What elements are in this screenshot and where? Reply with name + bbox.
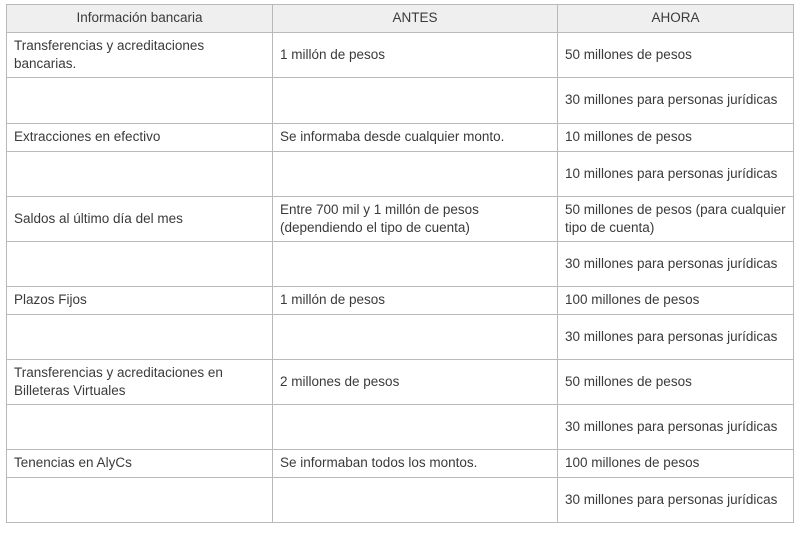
table-row: [7, 124, 794, 152]
table-cell: 30 millones para personas jurídicas: [558, 315, 794, 360]
table-cell: Saldos al último día del mes: [7, 197, 273, 242]
table-cell: 100 millones de pesos: [558, 287, 794, 315]
table-cell: 10 millones para personas jurídicas: [558, 152, 794, 197]
table-cell: 50 millones de pesos: [558, 360, 794, 405]
bank-info-table: [6, 4, 794, 523]
table-cell: 30 millones para personas jurídicas: [558, 78, 794, 124]
table-cell: Extracciones en efectivo: [7, 124, 273, 152]
table-cell: 100 millones de pesos: [558, 450, 794, 478]
table-cell: [7, 315, 273, 360]
header-informacion-bancaria: Información bancaria: [7, 5, 273, 33]
header-ahora: AHORA: [558, 5, 794, 33]
table-cell: [273, 405, 558, 450]
table-cell: 2 millones de pesos: [273, 360, 558, 405]
table-cell: 1 millón de pesos: [273, 33, 558, 78]
table-cell: 30 millones para personas jurídicas: [558, 405, 794, 450]
table-cell: [273, 152, 558, 197]
table-cell: Se informaba desde cualquier monto.: [273, 124, 558, 152]
table-cell: Transferencias y acreditaciones en Billeteras Virtuales: [7, 360, 273, 405]
header-row: [7, 5, 794, 33]
table-cell: [273, 315, 558, 360]
table-cell: Se informaban todos los montos.: [273, 450, 558, 478]
table-cell: [7, 242, 273, 287]
table-row: [7, 197, 794, 242]
table-row: [7, 152, 794, 197]
table-cell: Entre 700 mil y 1 millón de pesos (dependiendo el tipo de cuenta): [273, 197, 558, 242]
table-row: [7, 78, 794, 124]
table-cell: Transferencias y acreditaciones bancarias.: [7, 33, 273, 78]
table-cell: 50 millones de pesos: [558, 33, 794, 78]
table-cell: Tenencias en AlyCs: [7, 450, 273, 478]
table-row: [7, 450, 794, 478]
table-cell: 10 millones de pesos: [558, 124, 794, 152]
table-cell: 30 millones para personas jurídicas: [558, 478, 794, 523]
table-cell: [7, 152, 273, 197]
table-cell: [273, 478, 558, 523]
table-row: [7, 242, 794, 287]
table-cell: 50 millones de pesos (para cualquier tipo de cuenta): [558, 197, 794, 242]
table-row: [7, 360, 794, 405]
table-row: [7, 315, 794, 360]
table-cell: [7, 478, 273, 523]
table-row: [7, 287, 794, 315]
table-cell: [7, 78, 273, 124]
table-row: [7, 33, 794, 78]
table-cell: [273, 78, 558, 124]
header-antes: ANTES: [273, 5, 558, 33]
table-row: [7, 405, 794, 450]
table-cell: 1 millón de pesos: [273, 287, 558, 315]
table-cell: 30 millones para personas jurídicas: [558, 242, 794, 287]
table-cell: [273, 242, 558, 287]
table-row: [7, 478, 794, 523]
table-cell: Plazos Fijos: [7, 287, 273, 315]
table-cell: [7, 405, 273, 450]
